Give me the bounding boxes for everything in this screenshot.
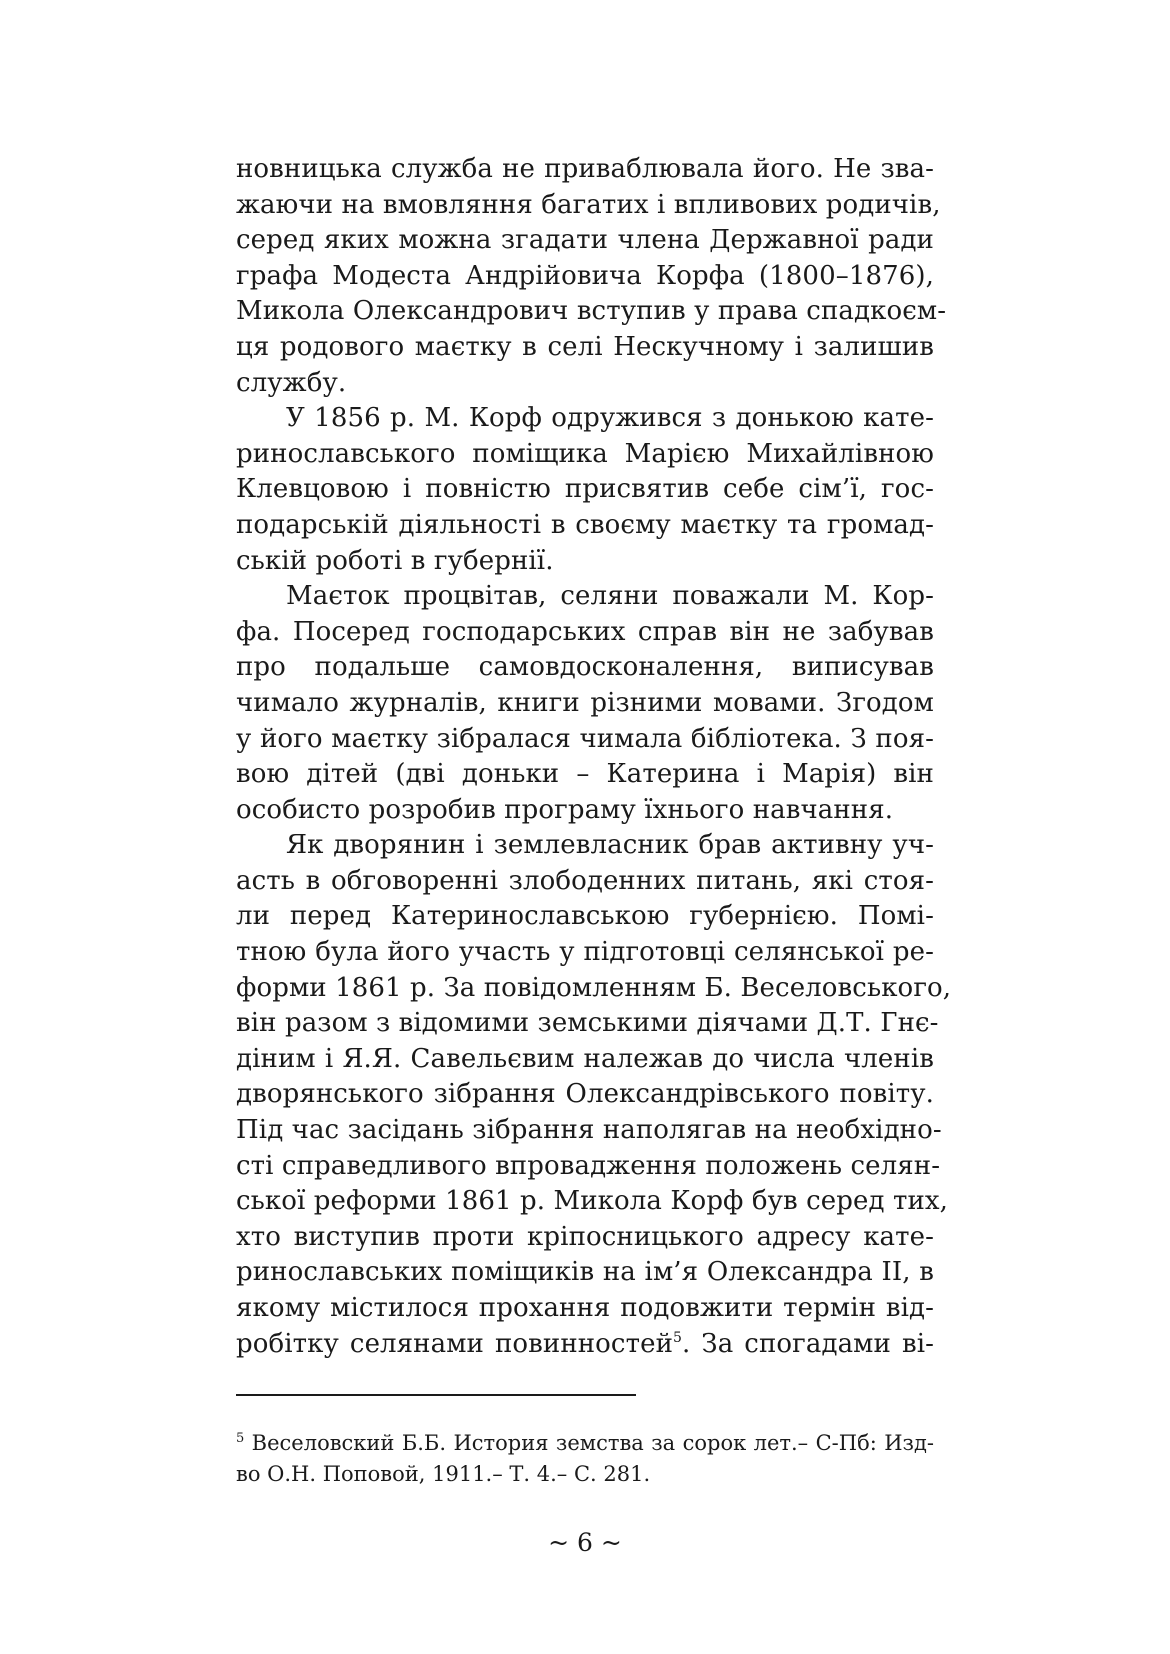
text-line: про подальше самовдосконалення, виписував <box>236 652 934 683</box>
page-number: ~ 6 ~ <box>548 1528 622 1557</box>
text-segment: . За спогадами ві- <box>682 1328 934 1359</box>
text-line: форми 1861 р. За повідомленням Б. Веселовського, <box>236 972 952 1003</box>
footnote-number: 5 <box>236 1431 245 1446</box>
text-line: особисто розробив програму їхнього навчання. <box>236 794 894 825</box>
text-segment: робітку селянами повинностей <box>236 1328 673 1359</box>
text-line: сті справедливого впровадження положень селян- <box>236 1150 941 1181</box>
text-line: Микола Олександрович вступив у права спадкоєм- <box>236 296 947 327</box>
text-line: діним і Я.Я. Савельєвим належав до числа членів <box>236 1043 934 1074</box>
text-line: ській роботі в губернії. <box>236 545 554 576</box>
text-line: у його маєтку зібралася чимала бібліотека. З поя- <box>236 723 934 754</box>
text-line: ринославського поміщика Марією Михайлівною <box>236 438 934 469</box>
footnote <box>236 1428 934 1490</box>
text-line: фа. Посеред господарських справ він не забував <box>236 616 934 647</box>
footnote-reference[interactable]: 5 <box>673 1329 683 1346</box>
text-line: Клевцовою і повністю присвятив себе сім’ї, гос- <box>236 474 934 505</box>
text-line: хто виступив проти кріпосницького адресу кате- <box>236 1221 934 1252</box>
footnote-line: во О.Н. Поповой, 1911.– Т. 4.– С. 281. <box>236 1462 651 1486</box>
text-line: Під час засідань зібрання наполягав на необхідно- <box>236 1115 942 1146</box>
text-line: Як дворянин і землевласник брав активну уч- <box>286 830 934 861</box>
main-text <box>236 152 952 1362</box>
text-line: У 1856 р. М. Корф одружився з донькою кате- <box>286 403 934 434</box>
footnote-line <box>236 1428 934 1459</box>
text-line: дворянського зібрання Олександрівського повіту. <box>236 1079 934 1110</box>
text-line: графа Модеста Андрійовича Корфа (1800–1876), <box>236 260 934 291</box>
text-line <box>236 1327 934 1363</box>
text-line: ринославських поміщиків на ім’я Олександра ІІ, в <box>236 1257 934 1288</box>
text-line: асть в обговоренні злободенних питань, які стоя- <box>236 865 934 896</box>
text-line: ської реформи 1861 р. Микола Корф був серед тих, <box>236 1186 949 1217</box>
text-line: тною була його участь у підготовці селянської ре- <box>236 937 934 968</box>
text-line: вою дітей (дві доньки – Катерина і Марія) він <box>236 759 934 790</box>
text-line: ли перед Катеринославською губернією. Помі- <box>236 901 934 932</box>
text-line: чимало журналів, книги різними мовами. Згодом <box>236 687 934 718</box>
text-line: ця родового маєтку в селі Нескучному і залишив <box>236 331 934 362</box>
text-line: якому містилося прохання подовжити термін від- <box>236 1293 934 1323</box>
text-line: жаючи на вмовляння багатих і впливових родичів, <box>236 189 941 220</box>
text-line: подарській діяльності в своєму маєтку та громад- <box>236 509 934 540</box>
text-line: службу. <box>236 367 347 398</box>
footnote-separator <box>236 1394 636 1396</box>
text-line: новницька служба не приваблювала його. Не зва- <box>236 154 934 184</box>
text-line: Маєток процвітав, селяни поважали М. Кор- <box>286 581 934 612</box>
text-line: серед яких можна згадати члена Державної ради <box>236 225 934 256</box>
footnote-text: Веселовский Б.Б. История земства за сорок лет.– С-Пб: Изд- <box>244 1431 934 1455</box>
text-line: він разом з відомими земськими діячами Д.Т. Гнє- <box>236 1008 939 1039</box>
